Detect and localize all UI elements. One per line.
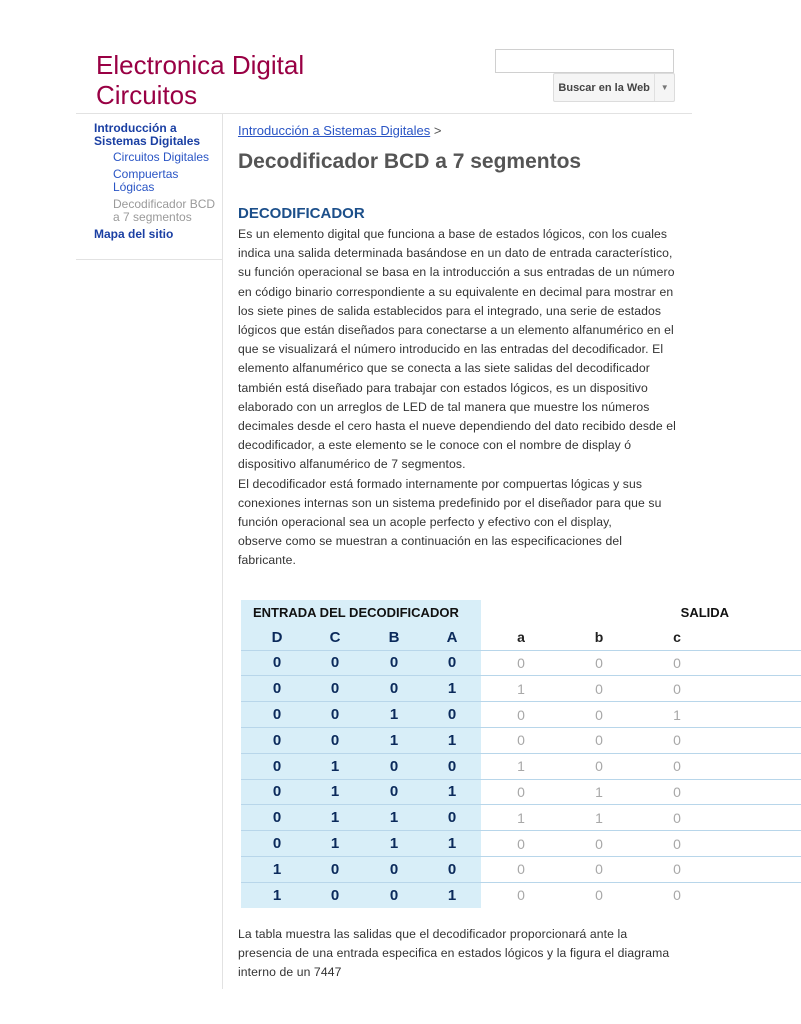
paragraph-line: decimales desde el cero hasta el nueve dependiendo del dato recibido desde el — [238, 419, 676, 434]
paragraph-line: dispositivo alfanumérico de 7 segmentos. — [238, 457, 466, 472]
paragraph-line: elaborado con un arreglos de LED de tal manera que muestre los números — [238, 399, 650, 414]
table-cell-output: 0 — [561, 882, 637, 907]
truth-table-image — [241, 600, 730, 904]
column-header: c — [637, 625, 717, 650]
section-heading: DECODIFICADOR — [238, 205, 365, 222]
table-cell-input: 1 — [365, 831, 423, 857]
table-cell-input: 1 — [423, 779, 481, 805]
table-cell-output: 0 — [637, 805, 717, 831]
table-column-header-row — [241, 625, 801, 650]
sidebar-item-label: Introducción a — [94, 121, 177, 135]
table-row — [241, 676, 801, 702]
table-cell-input: 0 — [249, 676, 305, 702]
table-cell-spacer — [241, 676, 249, 702]
table-cell-spacer — [241, 650, 249, 676]
sidebar-item-introduccion[interactable] — [94, 122, 222, 148]
table-cell-spacer — [241, 882, 249, 907]
sidebar-item-mapa-del-sitio[interactable] — [94, 228, 222, 241]
chevron-down-icon[interactable]: ▼ — [660, 83, 669, 92]
table-cell-output: 0 — [561, 727, 637, 753]
sidebar-item-label: Circuitos Digitales — [113, 150, 210, 164]
table-cell-input: 0 — [423, 650, 481, 676]
table-row — [241, 805, 801, 831]
table-cell-input: 0 — [249, 650, 305, 676]
table-cell-spacer — [241, 753, 249, 779]
column-header: C — [305, 625, 365, 650]
table-cell-input: 0 — [305, 882, 365, 907]
paragraph-line: observe como se muestran a continuación en las especificaciones del — [238, 534, 623, 549]
table-cell-input: 1 — [423, 676, 481, 702]
table-cell-spacer — [717, 856, 801, 882]
table-cell-spacer — [717, 805, 801, 831]
sidebar-item-label: Decodificador BCD — [113, 197, 216, 211]
table-cell-output: 1 — [481, 676, 561, 702]
header-divider — [76, 113, 692, 114]
table-cell-input: 0 — [249, 702, 305, 728]
table-cell-input: 1 — [423, 831, 481, 857]
table-cell-spacer — [241, 831, 249, 857]
table-cell-input: 0 — [365, 882, 423, 907]
table-cell-output: 0 — [637, 676, 717, 702]
table-cell-input: 0 — [423, 702, 481, 728]
sidebar-item-label: Compuertas — [113, 167, 179, 181]
table-cell-output: 0 — [481, 727, 561, 753]
table-cell-spacer — [717, 625, 801, 650]
table-cell-spacer — [241, 856, 249, 882]
column-header: D — [249, 625, 305, 650]
site-title-line1[interactable]: Electronica Digital — [96, 50, 305, 80]
table-cell-input: 0 — [365, 856, 423, 882]
paragraph-line: fabricante. — [238, 553, 297, 568]
table-cell-spacer — [241, 702, 249, 728]
table-cell-input: 0 — [305, 676, 365, 702]
search-web-button-label: Buscar en la Web — [558, 81, 650, 94]
sidebar-item-label: a 7 segmentos — [113, 210, 192, 224]
table-cell-output: 1 — [561, 779, 637, 805]
table-cell-output: 0 — [481, 779, 561, 805]
table-cell-input: 1 — [365, 702, 423, 728]
table-cell-spacer — [717, 753, 801, 779]
table-cell-output: 0 — [481, 856, 561, 882]
paragraph-line: que se visualizará el número introducido en las entradas del decodificador. El — [238, 342, 664, 357]
paragraph-line: los siete pines de salida establecidos para el integrado, una serie de estados — [238, 303, 662, 318]
column-header: a — [481, 625, 561, 650]
table-row — [241, 882, 801, 907]
table-cell-output: 0 — [481, 882, 561, 907]
paragraph-line: El decodificador está formado internamente por compuertas lógicas y sus — [238, 476, 643, 491]
table-cell-input: 0 — [305, 856, 365, 882]
table-cell-input: 0 — [365, 753, 423, 779]
table-cell-input: 1 — [249, 882, 305, 907]
output-header: SALIDA — [481, 600, 801, 625]
truth-table — [241, 600, 801, 908]
table-cell-input: 0 — [423, 856, 481, 882]
sidebar-nav — [76, 120, 222, 241]
table-row — [241, 831, 801, 857]
table-cell-input: 1 — [423, 882, 481, 907]
table-cell-input: 0 — [423, 805, 481, 831]
site-title-line2[interactable]: Circuitos — [96, 80, 198, 110]
table-cell-input: 0 — [249, 753, 305, 779]
sidebar-item-compuertas-logicas[interactable] — [113, 168, 222, 194]
table-cell-spacer — [241, 805, 249, 831]
table-cell-input: 0 — [305, 650, 365, 676]
table-cell-input: 1 — [365, 727, 423, 753]
paragraph-line: presencia de una entrada especifica en estados lógicos y la figura el diagrama — [238, 946, 670, 961]
table-row — [241, 779, 801, 805]
paragraph-line: decodificador, a este elemento se le conoce con el nombre de display ó — [238, 438, 632, 453]
table-cell-output: 0 — [481, 650, 561, 676]
column-header: A — [423, 625, 481, 650]
table-cell-input: 0 — [305, 727, 365, 753]
paragraph-line: indica una salida determinada basándose en un dato de entrada característico, — [238, 246, 673, 261]
table-cell-input: 0 — [249, 779, 305, 805]
paragraph-line: interno de un 7447 — [238, 965, 342, 980]
intro-paragraph — [238, 225, 688, 571]
search-input[interactable] — [495, 49, 674, 73]
breadcrumb-separator: > — [433, 123, 442, 138]
input-header: ENTRADA DEL DECODIFICADOR — [249, 600, 481, 625]
table-cell-output: 1 — [481, 753, 561, 779]
table-cell-input: 1 — [249, 856, 305, 882]
paragraph-line: función operacional sea un acople perfecto y efectivo con el display, — [238, 515, 612, 530]
table-cell-output: 1 — [481, 805, 561, 831]
table-cell-input: 0 — [249, 831, 305, 857]
table-header-row — [241, 600, 801, 625]
paragraph-line: lógicos que están diseñados para conectarse a un elemento alfanumérico en el — [238, 323, 674, 338]
content-divider — [222, 114, 223, 989]
table-cell-spacer — [241, 727, 249, 753]
table-cell-output: 0 — [561, 856, 637, 882]
table-row — [241, 753, 801, 779]
sidebar-item-label: Lógicas — [113, 180, 155, 194]
table-cell-spacer — [717, 650, 801, 676]
table-cell-input: 1 — [423, 727, 481, 753]
table-row — [241, 702, 801, 728]
table-cell-input: 1 — [305, 779, 365, 805]
table-cell-output: 0 — [637, 831, 717, 857]
table-cell-output: 0 — [561, 702, 637, 728]
table-cell-spacer — [717, 882, 801, 907]
breadcrumb-link-introduccion[interactable]: Introducción a Sistemas Digitales — [238, 123, 431, 138]
sidebar-item-decodificador-current[interactable] — [113, 198, 222, 224]
table-cell-spacer — [717, 727, 801, 753]
page-title: Decodificador BCD a 7 segmentos — [238, 150, 582, 173]
table-cell-input: 1 — [365, 805, 423, 831]
table-cell-output: 0 — [637, 856, 717, 882]
paragraph-line: conexiones internas son un sistema predefinido por el diseñador para que su — [238, 495, 662, 510]
table-cell-output: 1 — [637, 702, 717, 728]
table-row — [241, 856, 801, 882]
table-cell-output: 0 — [481, 702, 561, 728]
table-cell-input: 1 — [305, 831, 365, 857]
table-cell-spacer — [241, 625, 249, 650]
table-cell-output: 0 — [637, 779, 717, 805]
table-cell-output: 0 — [637, 882, 717, 907]
table-cell-output: 0 — [561, 831, 637, 857]
table-cell-input: 0 — [249, 805, 305, 831]
table-cell-spacer — [717, 676, 801, 702]
table-cell-output: 0 — [637, 727, 717, 753]
table-cell-output: 1 — [561, 805, 637, 831]
breadcrumb — [238, 123, 441, 138]
table-cell-input: 0 — [305, 702, 365, 728]
table-cell-spacer — [717, 702, 801, 728]
table-cell-input: 0 — [365, 676, 423, 702]
search-web-button[interactable] — [553, 73, 675, 102]
paragraph-line: elemento alfanumérico que se conecta a las siete salidas del decodificador — [238, 361, 650, 376]
paragraph-line: Es un elemento digital que funciona a base de estados lógicos, con los cuales — [238, 227, 668, 241]
table-cell-output: 0 — [561, 753, 637, 779]
table-description-paragraph — [238, 925, 688, 983]
table-row — [241, 727, 801, 753]
table-cell-output: 0 — [561, 650, 637, 676]
table-cell-spacer — [241, 779, 249, 805]
sidebar-item-circuitos-digitales[interactable] — [113, 151, 222, 164]
site-title[interactable] — [96, 50, 304, 110]
table-cell-spacer — [717, 831, 801, 857]
sidebar-divider — [76, 259, 222, 260]
table-cell-input: 0 — [365, 650, 423, 676]
paragraph-line: en código binario correspondiente a su equivalente en decimal para mostrar en — [238, 284, 674, 299]
table-cell-spacer — [717, 779, 801, 805]
paragraph-line: La tabla muestra las salidas que el decodificador proporcionará ante la — [238, 927, 628, 941]
column-header: B — [365, 625, 423, 650]
table-cell-input: 0 — [365, 779, 423, 805]
table-cell-input: 1 — [305, 753, 365, 779]
sidebar-item-label: Mapa del sitio — [94, 227, 174, 241]
table-cell-input: 1 — [305, 805, 365, 831]
paragraph-line: su función operacional se basa en la introducción a sus entradas de un número — [238, 265, 675, 280]
table-cell-output: 0 — [637, 650, 717, 676]
table-row — [241, 650, 801, 676]
table-cell-input: 0 — [423, 753, 481, 779]
table-cell-output: 0 — [637, 753, 717, 779]
sidebar-item-label: Sistemas Digitales — [94, 134, 201, 148]
table-cell-output: 0 — [561, 676, 637, 702]
table-cell-output: 0 — [481, 831, 561, 857]
column-header: b — [561, 625, 637, 650]
paragraph-line: también está diseñado para trabajar con estados lógicos, es un dispositivo — [238, 380, 648, 395]
table-cell-input: 0 — [249, 727, 305, 753]
